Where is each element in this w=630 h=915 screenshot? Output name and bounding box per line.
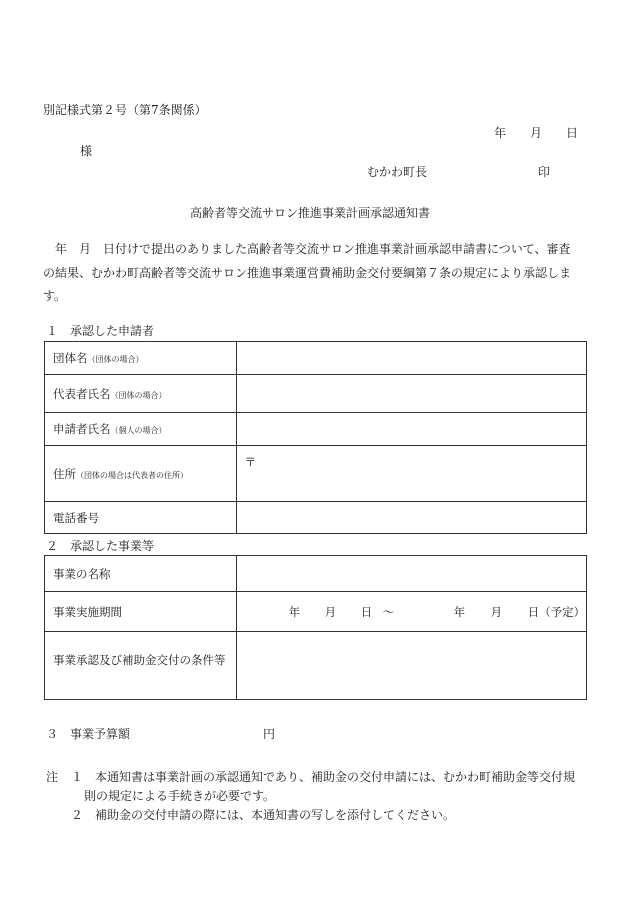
body-line-2: の結果、むかわ町高齢者等交流サロン推進事業運営費補助金交付要綱第７条の規定により承認しま xyxy=(43,266,572,280)
issuer-name: むかわ町長 xyxy=(367,165,428,179)
address-field[interactable] xyxy=(236,446,586,502)
section2-heading: ２ 承認した事業等 xyxy=(46,539,155,553)
note2-number: ２ xyxy=(71,808,84,822)
table-row xyxy=(45,592,587,632)
budget-unit: 円 xyxy=(263,727,276,741)
period-tilde: ～ xyxy=(382,605,395,619)
row-label-representative: 代表者氏名（団体の場合） xyxy=(45,375,237,413)
table-row xyxy=(45,413,587,446)
note2-line1: 補助金の交付申請の際には、本通知書の写しを添付してください。 xyxy=(95,808,456,822)
notes-prefix: 注 xyxy=(46,770,59,784)
postal-mark: 〒 xyxy=(244,455,257,469)
group-name-field[interactable] xyxy=(236,342,586,375)
applicant-name-field[interactable] xyxy=(236,413,586,446)
period-end-year: 年 xyxy=(453,605,466,619)
conditions-field[interactable] xyxy=(236,632,586,700)
period-end-month: 月 xyxy=(490,605,503,619)
project-name-field[interactable] xyxy=(236,556,586,592)
date-month: 月 xyxy=(530,126,543,140)
table-row xyxy=(45,342,587,375)
row-label-project-name: 事業の名称 xyxy=(45,556,237,592)
note1-number: １ xyxy=(71,770,84,784)
period-start-day: 日 xyxy=(360,605,373,619)
period-start-month: 月 xyxy=(324,605,337,619)
table-row xyxy=(45,502,587,534)
period-end-day-planned: 日（予定） xyxy=(527,605,586,619)
body-line-1: 年 月 日付けで提出のありました高齢者等交流サロン推進事業計画承認申請書について、審査 xyxy=(43,242,571,256)
row-label-applicant: 申請者氏名（個人の場合） xyxy=(45,413,237,446)
period-start-year: 年 xyxy=(288,605,301,619)
table-row xyxy=(45,632,587,700)
row-label-group-name: 団体名（団体の場合） xyxy=(45,342,237,375)
document-title: 高齢者等交流サロン推進事業計画承認通知書 xyxy=(190,206,431,220)
date-day: 日 xyxy=(566,126,579,140)
phone-field[interactable] xyxy=(236,502,586,534)
row-label-project-period: 事業実施期間 xyxy=(45,592,237,632)
note1-line1: 本通知書は事業計画の承認通知であり、補助金の交付申請には、むかわ町補助金等交付規 xyxy=(95,770,576,784)
project-period-field[interactable] xyxy=(236,592,586,632)
project-table xyxy=(44,555,587,700)
addressee-suffix: 様 xyxy=(80,144,93,158)
table-row xyxy=(45,556,587,592)
representative-name-field[interactable] xyxy=(236,375,586,413)
applicant-table xyxy=(44,341,587,534)
seal-mark: 印 xyxy=(538,165,551,179)
section1-heading: １ 承認した申請者 xyxy=(46,324,155,338)
note1-line2: 則の規定による手続きが必要です。 xyxy=(84,789,276,803)
row-label-address: 住所（団体の場合は代表者の住所） xyxy=(45,446,237,502)
row-label-phone: 電話番号 xyxy=(45,502,237,534)
budget-label: ３ 事業予算額 xyxy=(46,727,131,741)
row-label-conditions: 事業承認及び補助金交付の条件等 xyxy=(45,632,237,700)
table-row xyxy=(45,375,587,413)
table-row xyxy=(45,446,587,502)
date-year: 年 xyxy=(494,126,507,140)
form-header: 別記様式第２号（第7条関係） xyxy=(43,103,207,117)
body-line-3: す。 xyxy=(43,289,67,303)
